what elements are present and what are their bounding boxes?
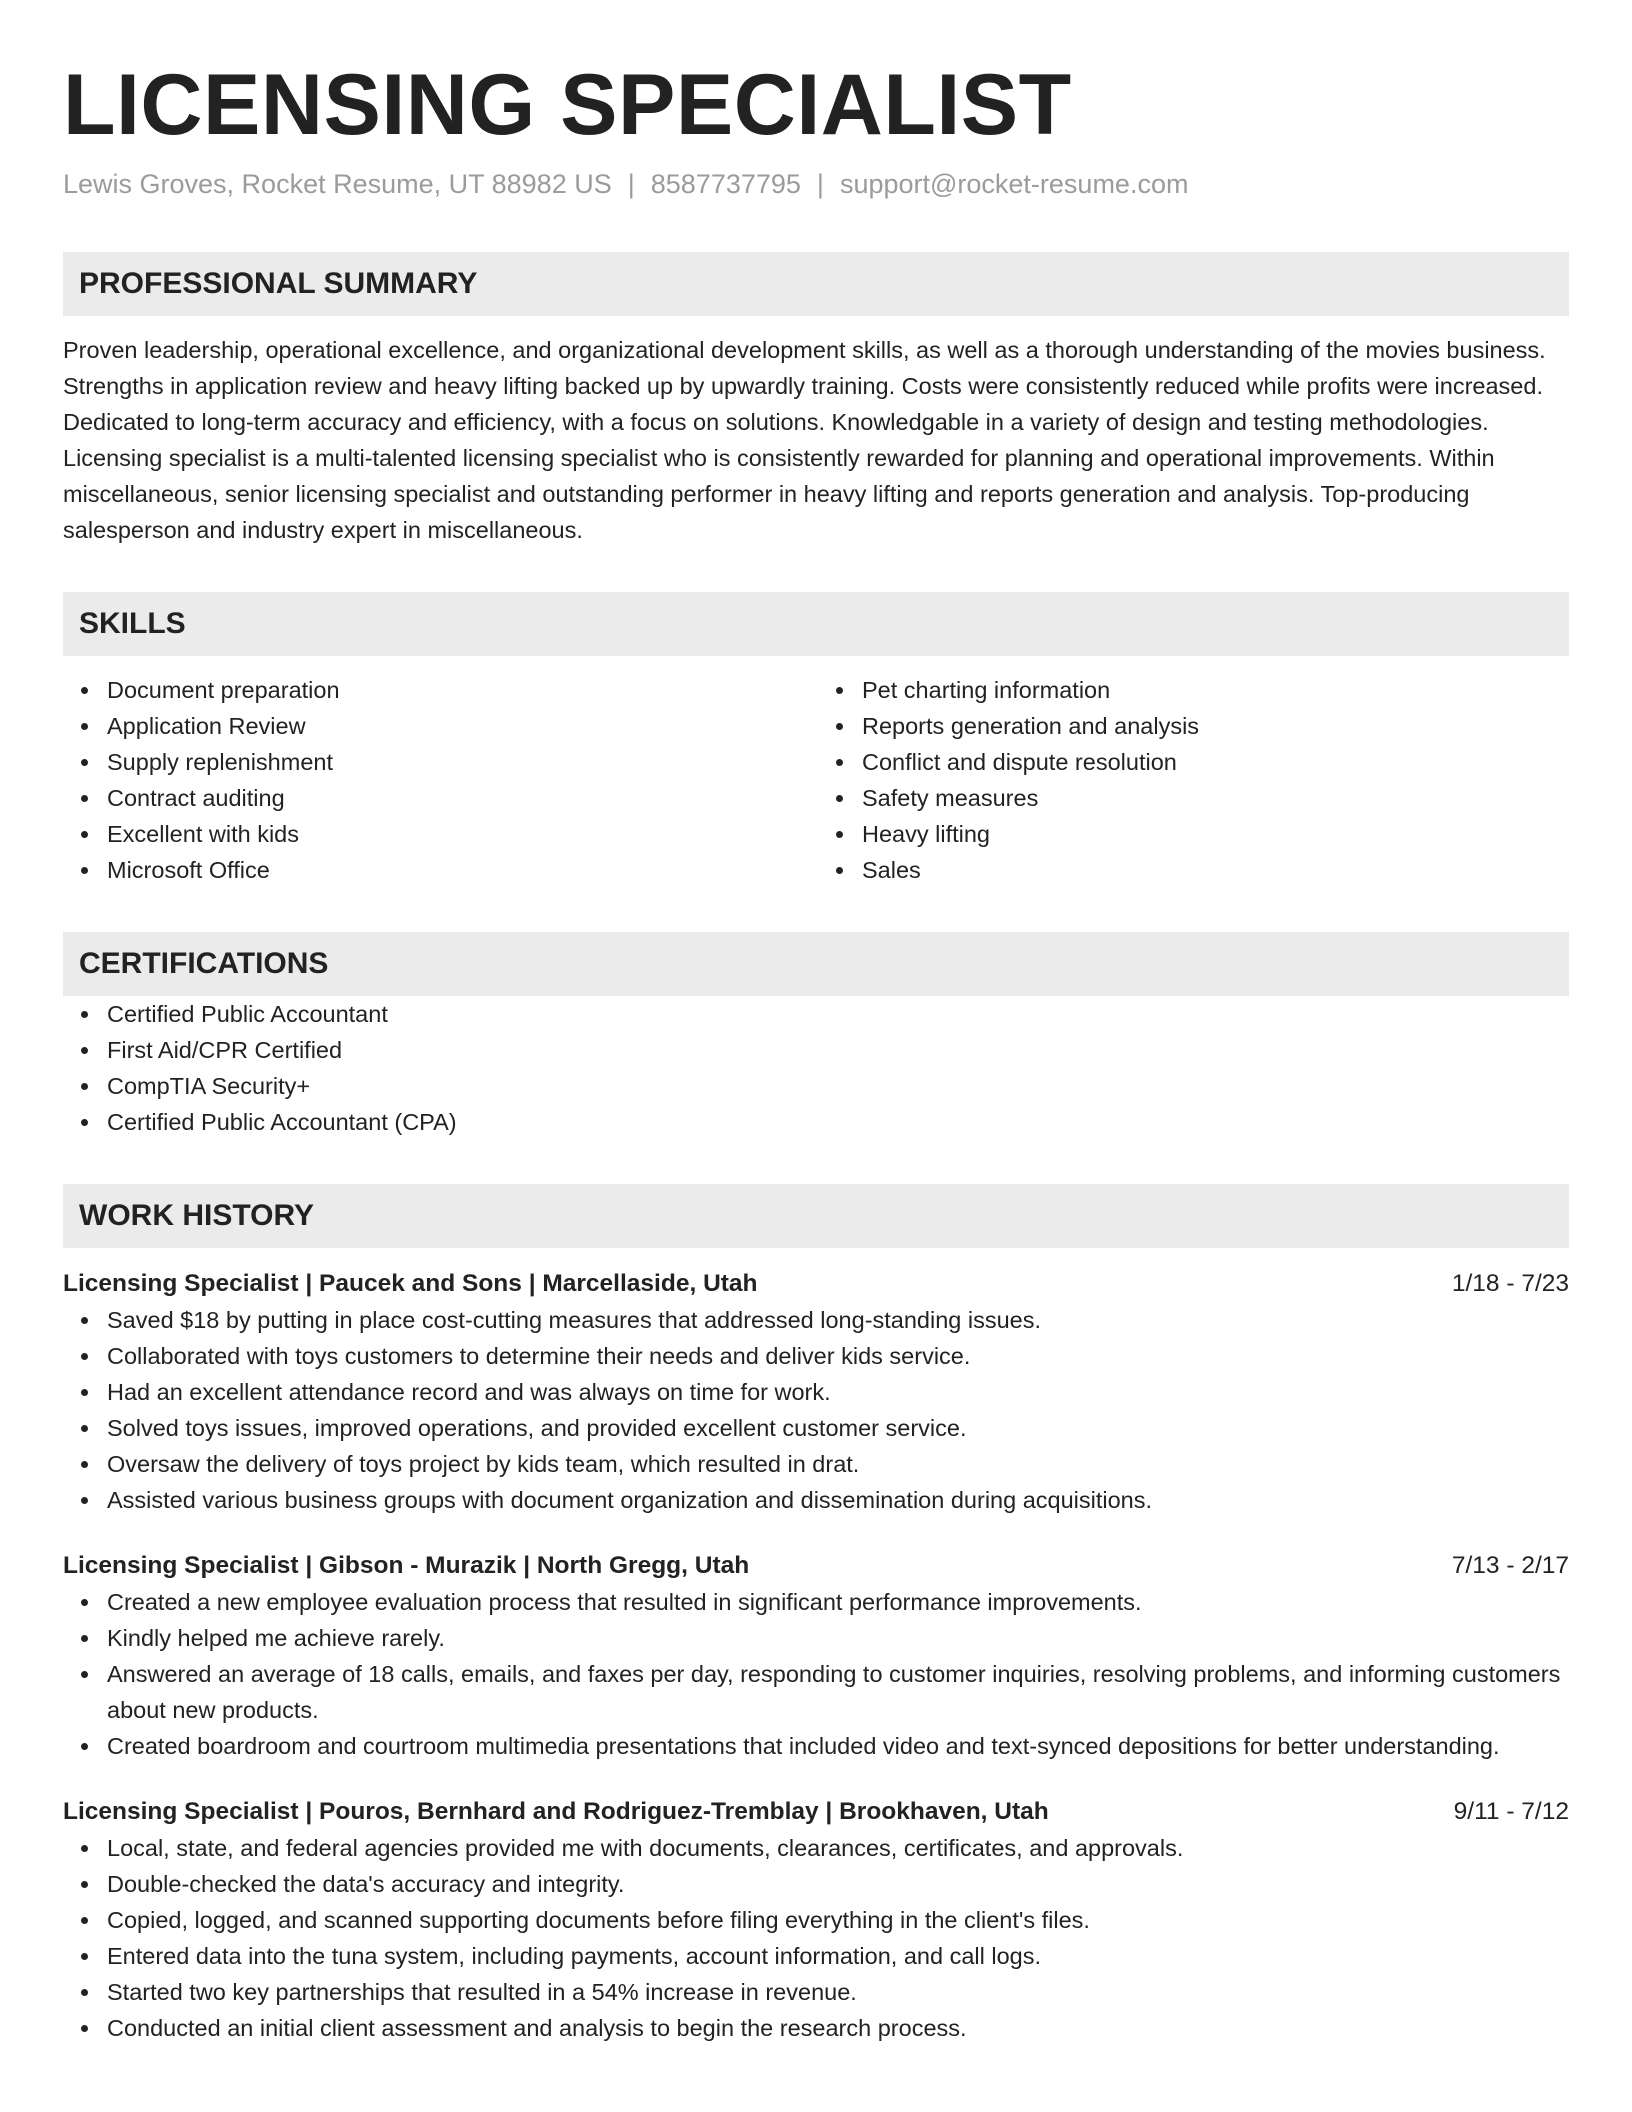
skill-item: Pet charting information bbox=[862, 672, 1569, 708]
job-bullet: Copied, logged, and scanned supporting documents before filing everything in the client's files. bbox=[107, 1902, 1569, 1938]
skill-item: Excellent with kids bbox=[107, 816, 814, 852]
summary-text: Proven leadership, operational excellence, and organizational development skills, as well as a thorough understanding of the movies business. Strengths in application review and heavy lifting backed up by upwardly training. Costs were consistently reduced while profits were increased. Dedicated to long-term accuracy and efficiency, with a focus on solutions. Knowledgable in a variety of design and testing methodologies. Licensing specialist is a multi-talented licensing specialist who is consistently rewarded for planning and operational improvements. Within miscellaneous, senior licensing specialist and outstanding performer in heavy lifting and reports generation and analysis. Top-producing salesperson and industry expert in miscellaneous. bbox=[63, 337, 1546, 543]
skill-item: Supply replenishment bbox=[107, 744, 814, 780]
job-bullets bbox=[63, 1830, 1569, 2046]
section-header-skills: SKILLS bbox=[63, 592, 1569, 656]
contact-separator: | bbox=[627, 169, 635, 199]
skill-item: Document preparation bbox=[107, 672, 814, 708]
contact-separator: | bbox=[816, 169, 824, 199]
job-bullets bbox=[63, 1302, 1569, 1518]
job-title: Licensing Specialist | Gibson - Murazik | North Gregg, Utah bbox=[63, 1552, 750, 1579]
job-bullet: Local, state, and federal agencies provided me with documents, clearances, certificates, and approvals. bbox=[107, 1830, 1569, 1866]
job-bullet: Double-checked the data's accuracy and integrity. bbox=[107, 1866, 1569, 1902]
job-entry bbox=[63, 1794, 1569, 2046]
certifications-list bbox=[63, 996, 1569, 1140]
job-bullet: Started two key partnerships that resulted in a 54% increase in revenue. bbox=[107, 1974, 1569, 2010]
page-title: LICENSING SPECIALIST bbox=[63, 57, 1072, 153]
job-dates: 1/18 - 7/23 bbox=[1451, 1270, 1569, 1297]
skill-item: Application Review bbox=[107, 708, 814, 744]
job-title: Licensing Specialist | Paucek and Sons | Marcellaside, Utah bbox=[63, 1270, 758, 1297]
job-bullet: Collaborated with toys customers to determine their needs and deliver kids service. bbox=[107, 1338, 1569, 1374]
skill-item: Conflict and dispute resolution bbox=[862, 744, 1569, 780]
job-bullet: Answered an average of 18 calls, emails, and faxes per day, responding to customer inquiries, resolving problems, and informing customers about new products. bbox=[107, 1656, 1569, 1728]
section-header-work-history: WORK HISTORY bbox=[63, 1184, 1569, 1248]
certification-item: First Aid/CPR Certified bbox=[107, 1032, 1569, 1068]
job-bullet: Oversaw the delivery of toys project by kids team, which resulted in drat. bbox=[107, 1446, 1569, 1482]
job-bullet: Saved $18 by putting in place cost-cutting measures that addressed long-standing issues. bbox=[107, 1302, 1569, 1338]
certification-item: Certified Public Accountant (CPA) bbox=[107, 1104, 1569, 1140]
job-header bbox=[63, 1548, 1569, 1584]
skills-list-left bbox=[63, 672, 814, 888]
skill-item: Microsoft Office bbox=[107, 852, 814, 888]
job-dates: 7/13 - 2/17 bbox=[1451, 1552, 1569, 1579]
skill-item: Heavy lifting bbox=[862, 816, 1569, 852]
skill-item: Sales bbox=[862, 852, 1569, 888]
section-header-summary: PROFESSIONAL SUMMARY bbox=[63, 252, 1569, 316]
certification-item: CompTIA Security+ bbox=[107, 1068, 1569, 1104]
section-header-certifications: CERTIFICATIONS bbox=[63, 932, 1569, 996]
job-title: Licensing Specialist | Pouros, Bernhard and Rodriguez-Tremblay | Brookhaven, Utah bbox=[63, 1798, 1049, 1825]
job-bullets bbox=[63, 1584, 1569, 1764]
job-bullet: Had an excellent attendance record and was always on time for work. bbox=[107, 1374, 1569, 1410]
job-bullet: Kindly helped me achieve rarely. bbox=[107, 1620, 1569, 1656]
job-bullet: Solved toys issues, improved operations, and provided excellent customer service. bbox=[107, 1410, 1569, 1446]
skill-item: Contract auditing bbox=[107, 780, 814, 816]
job-entry bbox=[63, 1548, 1569, 1764]
job-bullet: Entered data into the tuna system, including payments, account information, and call logs. bbox=[107, 1938, 1569, 1974]
job-bullet: Conducted an initial client assessment and analysis to begin the research process. bbox=[107, 2010, 1569, 2046]
job-bullet: Created boardroom and courtroom multimedia presentations that included video and text-synced depositions for better understanding. bbox=[107, 1728, 1569, 1764]
contact-email: support@rocket-resume.com bbox=[839, 169, 1189, 199]
skill-item: Safety measures bbox=[862, 780, 1569, 816]
skills-list-right bbox=[814, 672, 1569, 888]
contact-address: Lewis Groves, Rocket Resume, UT 88982 US bbox=[63, 169, 612, 199]
contact-line bbox=[63, 166, 1569, 202]
certification-item: Certified Public Accountant bbox=[107, 996, 1569, 1032]
contact-phone: 8587737795 bbox=[650, 169, 801, 199]
skills-grid bbox=[63, 672, 1569, 888]
job-dates: 9/11 - 7/12 bbox=[1453, 1798, 1569, 1825]
job-bullet: Assisted various business groups with document organization and dissemination during acquisitions. bbox=[107, 1482, 1569, 1518]
job-bullet: Created a new employee evaluation process that resulted in significant performance improvements. bbox=[107, 1584, 1569, 1620]
job-header bbox=[63, 1794, 1569, 1830]
job-header bbox=[63, 1266, 1569, 1302]
job-entry bbox=[63, 1266, 1569, 1518]
skill-item: Reports generation and analysis bbox=[862, 708, 1569, 744]
